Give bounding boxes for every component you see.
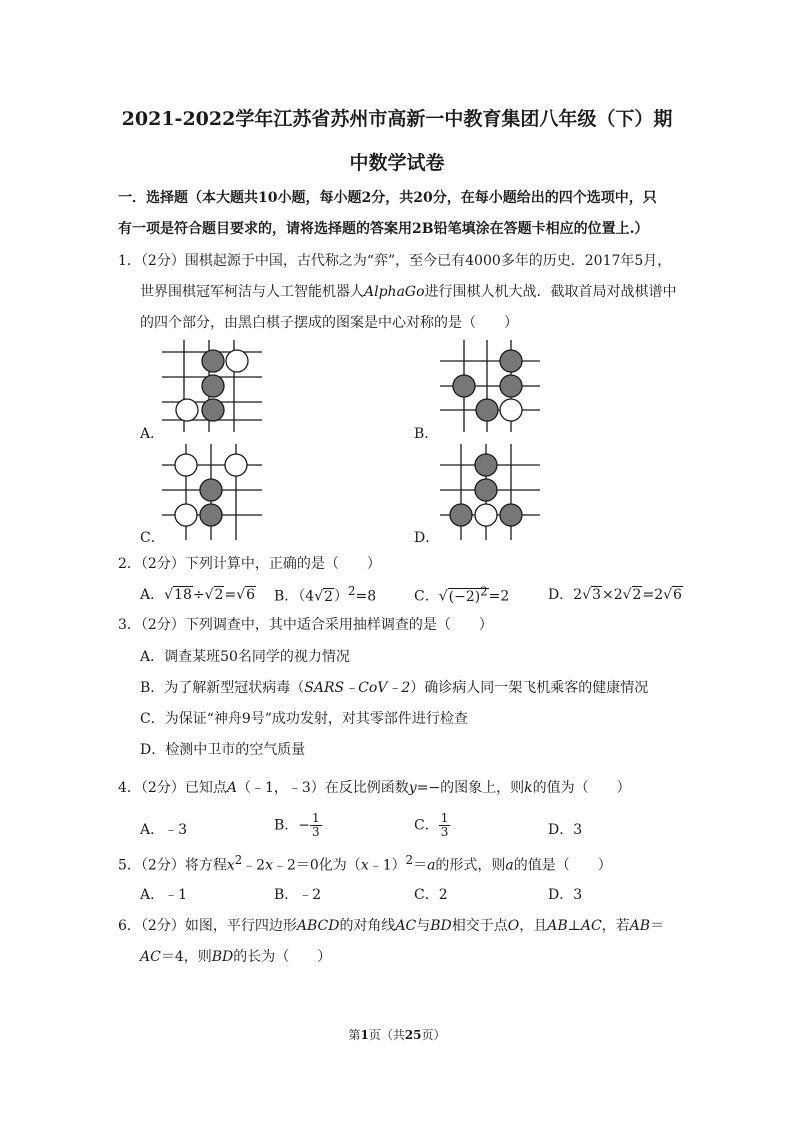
q2-option-a: A．√18÷√2=√6 bbox=[140, 587, 256, 603]
q1-line2: 世界围棋冠军柯洁与人工智能机器人AlphaGo进行围棋人机大战．截取首局对战棋谱中 bbox=[140, 284, 677, 300]
q1-line3: 的四个部分，由黑白棋子摆成的图案是中心对称的是（ ） bbox=[140, 315, 518, 331]
q5-stem: 5．（2分）将方程$x^2﹣2x﹣2=0$化为（x﹣1）$^2$＝a的形式，则a的值是（ ） bbox=[118, 853, 612, 874]
q3-option-b: B．为了解新型冠状病毒（SARS﹣CoV﹣2）确诊病人同一架飞机乘客的健康情况 bbox=[140, 680, 649, 696]
black-stone bbox=[202, 375, 224, 397]
white-stone bbox=[475, 504, 497, 526]
q1-option-b-label: B． bbox=[414, 426, 439, 442]
black-stone bbox=[476, 399, 498, 421]
q2-stem: 2．（2分）下列计算中，正确的是（ ） bbox=[118, 556, 381, 572]
q4-option-d: D．3 bbox=[548, 822, 583, 838]
white-stone bbox=[175, 454, 197, 476]
black-stone bbox=[475, 454, 497, 476]
section-heading-line2: 有一项是符合题目要求的，请将选择题的答案用2B铅笔填涂在答题卡相应的位置上.） bbox=[118, 221, 649, 237]
page-title-line1: 2021-2022学年江苏省苏州市高新一中教育集团八年级（下）期 bbox=[121, 108, 673, 130]
q6-line2: AC＝4，则BD的长为（ ） bbox=[140, 949, 332, 965]
q1-option-c-label: C． bbox=[140, 530, 165, 546]
q1-option-d-label: D． bbox=[414, 530, 440, 546]
black-stone bbox=[500, 350, 522, 372]
q4-option-a: A．﹣3 bbox=[140, 822, 188, 838]
q1-line1: 1．（2分）围棋起源于中国，古代称之为“弈”，至今已有4000多年的历史．2017年5月， bbox=[118, 253, 672, 269]
page-title-line2: 中数学试卷 bbox=[349, 152, 445, 174]
go-board-c bbox=[162, 444, 262, 540]
q5-option-d: D．3 bbox=[548, 887, 583, 903]
q6-line1: 6．（2分）如图，平行四边形ABCD的对角线AC与BD相交于点O，且AB⊥AC，若AB＝ bbox=[118, 918, 665, 934]
white-stone bbox=[225, 454, 247, 476]
go-board-a bbox=[162, 340, 262, 432]
black-stone bbox=[475, 479, 497, 501]
page-footer: 第1页（共25页） bbox=[348, 1028, 446, 1042]
black-stone bbox=[200, 479, 222, 501]
section-heading-line1: 一．选择题（本大题共10小题，每小题2分，共20分，在每小题给出的四个选项中，只 bbox=[118, 190, 657, 206]
q5-option-c: C．2 bbox=[414, 887, 448, 903]
q2-option-c: C．$√(-2)^2=2$ bbox=[414, 584, 510, 605]
q5-option-a: A．﹣1 bbox=[140, 887, 188, 903]
black-stone bbox=[500, 375, 522, 397]
black-stone bbox=[453, 375, 475, 397]
q3-stem: 3．（2分）下列调查中，其中适合采用抽样调查的是（ ） bbox=[118, 617, 493, 633]
q3-option-c: C．为保证“神舟9号”成功发射，对其零部件进行检查 bbox=[140, 711, 468, 727]
white-stone bbox=[175, 504, 197, 526]
white-stone bbox=[500, 399, 522, 421]
q4-stem: 4．（2分）已知点A（﹣1，﹣3）在反比例函数y=−的图象上，则k的值为（ ） bbox=[118, 780, 631, 796]
go-board-b bbox=[440, 340, 540, 432]
q3-option-a: A．调查某班50名同学的视力情况 bbox=[140, 649, 350, 665]
go-board-d bbox=[440, 444, 540, 540]
white-stone bbox=[226, 350, 248, 372]
black-stone bbox=[202, 399, 224, 421]
black-stone bbox=[202, 350, 224, 372]
black-stone bbox=[200, 504, 222, 526]
black-stone bbox=[450, 504, 472, 526]
q2-option-d: D．2√3×2√2=2√6 bbox=[548, 587, 682, 603]
white-stone bbox=[176, 399, 198, 421]
black-stone bbox=[500, 504, 522, 526]
q5-option-b: B．﹣2 bbox=[274, 887, 322, 903]
q4-option-b: B．− $\frac{1}{3}$ bbox=[274, 811, 320, 839]
q2-option-b: B．$(4√2)^2=8$ bbox=[274, 584, 377, 605]
q4-option-c: C． $\frac{1}{3}$ bbox=[414, 811, 449, 839]
q3-option-d: D．检测中卫市的空气质量 bbox=[140, 742, 306, 758]
q1-option-a-label: A． bbox=[140, 426, 165, 442]
